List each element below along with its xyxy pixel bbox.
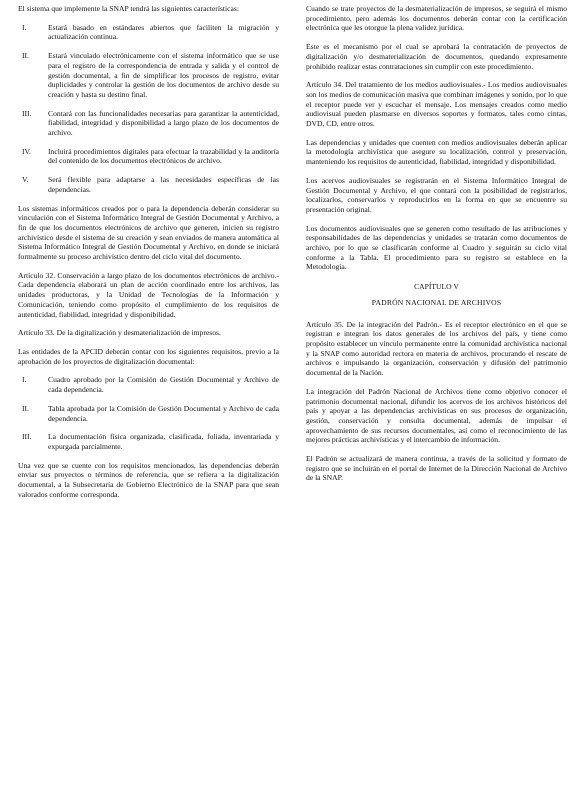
requirement-text: Tabla aprobada por la Comisión de Gestión Documental y Archivo de cada dependencia. <box>48 403 279 423</box>
audiovisual-dependencies-paragraph: Las dependencias y unidades que cuenten con medios audiovisuales deberán aplicar la metodología archivística que asegure su localización, control y preservación, manteniendo los requisitos de autenticidad, fiabilidad, integridad y disponibilidad. <box>306 137 567 167</box>
article-35-paragraph: Artículo 35. De la integración del Padrón.- Es el receptor electrónico en el que se registran e integran los datos generales de los archivos del país, y tiene como propósito establecer un vínculo permanente entre la comunidad archivística nacional y la SNAP como autoridad rectora en materia de archivos, procurando el rescate de archivos e impulsando la organización, conservación y difusión del patrimonio documental de la Nación. <box>306 319 567 378</box>
feature-item <box>18 109 279 138</box>
two-column-layout <box>18 4 567 508</box>
chapter-title: PADRÓN NACIONAL DE ARCHIVOS <box>371 297 502 307</box>
systems-paragraph: Los sistemas informáticos creados por o para la dependencia deberán considerar su vinculación con el Sistema Informático Integral de Gestión Documental y Archivo, a fin de que los documentos electrónicos de archivo que generen, inicien su registro archivístico desde el sistema de su creación y sean enviados de manera automática al Sistema Informático Integral de Gestión Documental y Archivo, en donde se iniciará formalmente su proceso archivístico dentro del ciclo vital del documento. <box>18 203 279 262</box>
article-32-paragraph: Artículo 32. Conservación a largo plazo de los documentos electrónicos de archivo.- Cada dependencia elaborará un plan de acción coordinado entre los archivos, las unidades productoras, y la Unidad de Tecnologías de la Información y Comunicación, teniendo como propósito el cumplimiento de los requisitos de autenticidad, fiabilidad, integridad y disponibilidad. <box>18 270 279 319</box>
feature-text: Incluirá procedimientos digitales para efectuar la trazabilidad y la auditoría del contenido de los documentos electrónicos de archivo. <box>48 146 279 166</box>
audiovisual-documents-paragraph: Los documentos audiovisuales que se generen como resultado de las atribuciones y responsabilidades de las dependencias y unidades se tratarán como documentos de archivo, por lo que se clasificarán conforme al Cuadro y seguirán su ciclo vital conforme a la Tabla. El procedimiento para su registro se establece en la Metodología. <box>306 223 567 272</box>
audiovisual-holdings-paragraph: Los acervos audiovisuales se registrarán en el Sistema Informático Integral de Gestión Documental y Archivo, el que contará con la posibilidad de registrarlos, localizarlos, conservarlos y reproducirlos en la forma en que se encuentre su presentación original. <box>306 175 567 214</box>
dematerialization-paragraph: Cuando se trate proyectos de la desmaterialización de impresos, se seguirá el mismo procedimiento, pero además los documentos deberán contar con la certificación electrónica que les otorgue la plena validez jurídica. <box>306 4 567 33</box>
feature-number: III. <box>22 108 32 118</box>
features-intro: El sistema que implemente la SNAP tendrá las siguientes características: <box>18 4 239 13</box>
registry-integration-paragraph: La integración del Padrón Nacional de Archivos tiene como objetivo conocer el patrimonio documental nacional, difundir los acervos de los archivos históricos del país y apoyar a las dependencias archivísticas en sus procesos de organización, gestión, conservación y consulta documental, además de impulsar el aprovechamiento de sus recursos documentales, así como el reconocimiento de las mejores prácticas archivísticas y el intercambio de información. <box>306 386 567 445</box>
feature-item <box>18 51 279 100</box>
feature-text: Será flexible para adaptarse a las necesidades específicas de las dependencias. <box>48 175 279 194</box>
article-33-heading: Artículo 33. De la digitalización y desmaterialización de impresos. <box>18 328 221 338</box>
requirement-item <box>18 404 279 423</box>
requirement-number: I. <box>22 375 27 385</box>
feature-item <box>18 23 279 42</box>
feature-number: II. <box>22 51 29 61</box>
registry-update-paragraph: El Padrón se actualizará de manera continua, a través de la solicitud y formato de registro que se incluirán en el portal de Internet de la Dirección Nacional de Archivo de la SNAP. <box>306 454 567 483</box>
feature-number: IV. <box>22 146 31 156</box>
requirement-text: Cuadro aprobado por la Comisión de Gestión Documental y Archivo de cada dependencia. <box>48 375 279 395</box>
feature-number: I. <box>22 22 27 32</box>
feature-text: Estará basado en estándares abiertos que faciliten la migración y actualización continua. <box>48 22 279 42</box>
requirement-text: La documentación física organizada, clasificada, foliada, inventariada y expurgada parcialmente. <box>48 432 279 451</box>
requirement-item <box>18 432 279 451</box>
article-34-paragraph: Artículo 34. Del tratamiento de los medios audiovisuales.- Los medios audiovisuales son los medios de comunicación masiva que combinan imágenes y sonido, por lo que el receptor puede ver y escuchar el mensaje. Los mensajes creados como medio audiovisual pueden plasmarse en diversos soportes y formatos, tales como cintas, DVD, CD, entre otros. <box>306 80 567 129</box>
feature-text: Estará vinculado electrónicamente con el sistema informático que se use para el registro de la correspondencia de entrada y salida y el control de gestión documental, a fin de simplificar los procesos de registro, evitar duplicidades y controlar la gestión de los documentos de archivo desde su creación y hasta su destino final. <box>48 51 279 99</box>
feature-item <box>18 147 279 166</box>
feature-text: Contará con las funcionalidades necesarias para garantizar la autenticidad, fiabilidad, integridad y disponibilidad a largo plazo de los documentos de archivo. <box>48 108 279 138</box>
feature-number: V. <box>22 175 29 185</box>
chapter-heading: CAPÍTULO V <box>414 282 459 292</box>
requirement-number: II. <box>22 403 29 413</box>
right-column <box>306 4 567 508</box>
feature-item <box>18 175 279 194</box>
entities-paragraph: Las entidades de la APCID deberán contar con los siguientes requisitos, previo a la aprobación de los proyectos de digitalización documental: <box>18 346 279 366</box>
requirement-item <box>18 375 279 394</box>
left-column <box>18 4 279 508</box>
mechanism-paragraph: Este es el mecanismo por el cual se aprobará la contratación de proyectos de digitalización y/o desmaterialización de documentos, quedando expresamente prohibido realizar estas contrataciones sin cumplir con este procedimiento. <box>306 42 567 71</box>
requirement-number: III. <box>22 432 32 442</box>
once-paragraph: Una vez que se cuente con los requisitos mencionados, las dependencias deberán enviar sus proyectos o términos de referencia, que se refiera a la digitalización documental, a la Subsecretaría de Gobierno Electrónico de la SNAP para que sean valorados conforme corresponda. <box>18 460 279 499</box>
